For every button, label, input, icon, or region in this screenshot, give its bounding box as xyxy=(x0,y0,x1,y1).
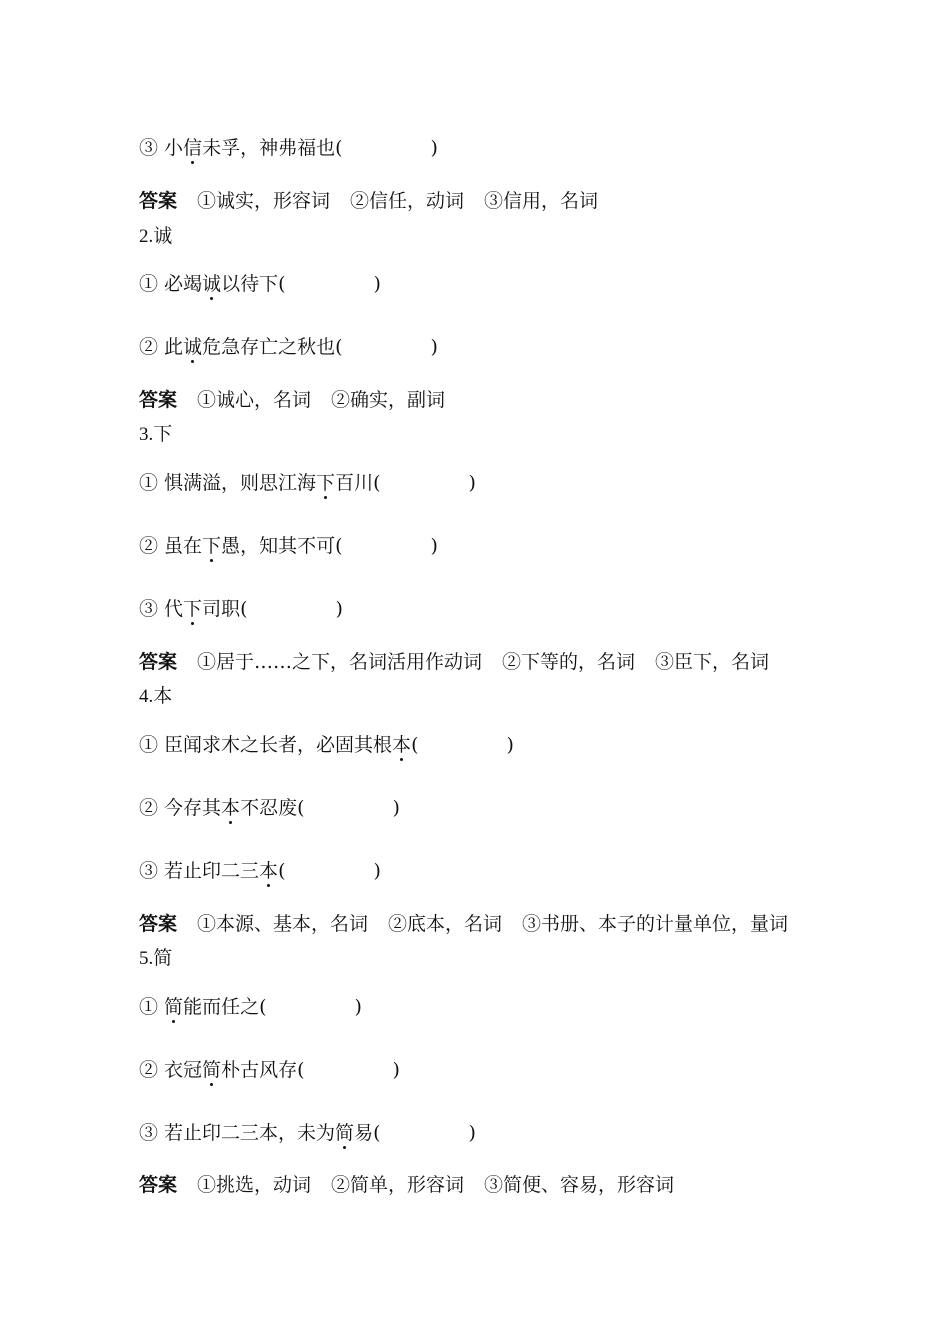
emphasized-character: 简 xyxy=(202,1059,222,1081)
answer-line xyxy=(139,388,465,412)
question-text: 朴古风存( xyxy=(221,1059,305,1081)
question-text: ③ 代 xyxy=(139,598,184,620)
emphasized-character: 简 xyxy=(164,996,184,1018)
question-text: 百川( xyxy=(335,472,381,494)
answer-item: ①诚实，形容词 xyxy=(197,190,331,212)
close-paren: ) xyxy=(430,535,438,557)
question-line xyxy=(139,272,381,296)
answer-line xyxy=(139,189,618,213)
close-paren: ) xyxy=(354,996,362,1018)
answer-item: ②简单，形容词 xyxy=(331,1174,465,1196)
answer-item: ②下等的，名词 xyxy=(502,651,636,673)
question-text: ② 此 xyxy=(139,336,184,358)
question-line xyxy=(139,859,381,883)
emphasized-character: 本 xyxy=(259,860,279,882)
answer-item: ③信用，名词 xyxy=(484,190,599,212)
emphasized-character: 本 xyxy=(392,734,412,756)
question-text: 危急存亡之秋也( xyxy=(202,336,343,358)
question-line xyxy=(139,733,514,757)
close-paren: ) xyxy=(335,598,343,620)
close-paren: ) xyxy=(392,797,400,819)
answer-label: 答案 xyxy=(139,651,178,673)
answer-line xyxy=(139,650,789,674)
question-text: 易( xyxy=(354,1122,381,1144)
question-text: 未孚，神弗福也( xyxy=(202,137,343,159)
question-line xyxy=(139,534,438,558)
close-paren: ) xyxy=(430,137,438,159)
close-paren: ) xyxy=(430,336,438,358)
close-paren: ) xyxy=(373,273,381,295)
answer-item: ①本源、基本，名词 xyxy=(197,913,369,935)
answer-line xyxy=(139,1173,694,1197)
emphasized-character: 信 xyxy=(183,137,203,159)
question-text: ② 衣冠 xyxy=(139,1059,203,1081)
question-line xyxy=(139,995,362,1019)
answer-item: ②信任，动词 xyxy=(350,190,465,212)
answer-label: 答案 xyxy=(139,913,178,935)
close-paren: ) xyxy=(468,472,476,494)
question-text: ① xyxy=(139,996,165,1018)
question-line xyxy=(139,136,438,160)
answer-item: ③简便、容易，形容词 xyxy=(484,1174,675,1196)
question-line xyxy=(139,597,343,621)
answer-item: ①诚心，名词 xyxy=(197,389,312,411)
question-text: ② 今存其 xyxy=(139,797,222,819)
section-heading: 3.下 xyxy=(139,424,173,445)
section-heading: 5.简 xyxy=(139,948,173,969)
question-text: 愚，知其不可( xyxy=(221,535,343,557)
close-paren: ) xyxy=(468,1122,476,1144)
question-text: 能而任之( xyxy=(183,996,267,1018)
answer-item: ①居于……之下，名词活用作动词 xyxy=(197,651,483,673)
emphasized-character: 诚 xyxy=(202,273,222,295)
answer-item: ②底本，名词 xyxy=(388,913,503,935)
emphasized-character: 下 xyxy=(316,472,336,494)
question-text: ( xyxy=(411,734,419,756)
question-text: ③ 若止印二三 xyxy=(139,860,260,882)
emphasized-character: 诚 xyxy=(183,336,203,358)
close-paren: ) xyxy=(506,734,514,756)
answer-item: ③书册、本子的计量单位，量词 xyxy=(522,913,789,935)
question-line xyxy=(139,796,400,820)
question-text: ( xyxy=(278,860,286,882)
question-text: ③ 小 xyxy=(139,137,184,159)
emphasized-character: 本 xyxy=(221,797,241,819)
question-text: ① 臣闻求木之长者，必固其根 xyxy=(139,734,393,756)
answer-item: ①挑选，动词 xyxy=(197,1174,312,1196)
answer-line xyxy=(139,912,808,936)
section-heading: 2.诚 xyxy=(139,226,173,247)
question-line xyxy=(139,471,476,495)
question-line xyxy=(139,1058,400,1082)
question-line xyxy=(139,335,438,359)
answer-label: 答案 xyxy=(139,1174,178,1196)
close-paren: ) xyxy=(392,1059,400,1081)
answer-label: 答案 xyxy=(139,190,178,212)
question-text: ③ 若止印二三本，未为 xyxy=(139,1122,336,1144)
question-text: ② 虽在 xyxy=(139,535,203,557)
answer-item: ②确实，副词 xyxy=(331,389,446,411)
section-heading: 4.本 xyxy=(139,686,173,707)
question-text: ① 惧满溢，则思江海 xyxy=(139,472,317,494)
emphasized-character: 下 xyxy=(183,598,203,620)
question-text: ① 必竭 xyxy=(139,273,203,295)
question-line xyxy=(139,1121,476,1145)
question-text: 不忍废( xyxy=(240,797,305,819)
close-paren: ) xyxy=(373,860,381,882)
emphasized-character: 简 xyxy=(335,1122,355,1144)
answer-label: 答案 xyxy=(139,389,178,411)
question-text: 司职( xyxy=(202,598,248,620)
question-text: 以待下( xyxy=(221,273,286,295)
answer-item: ③臣下，名词 xyxy=(655,651,770,673)
emphasized-character: 下 xyxy=(202,535,222,557)
